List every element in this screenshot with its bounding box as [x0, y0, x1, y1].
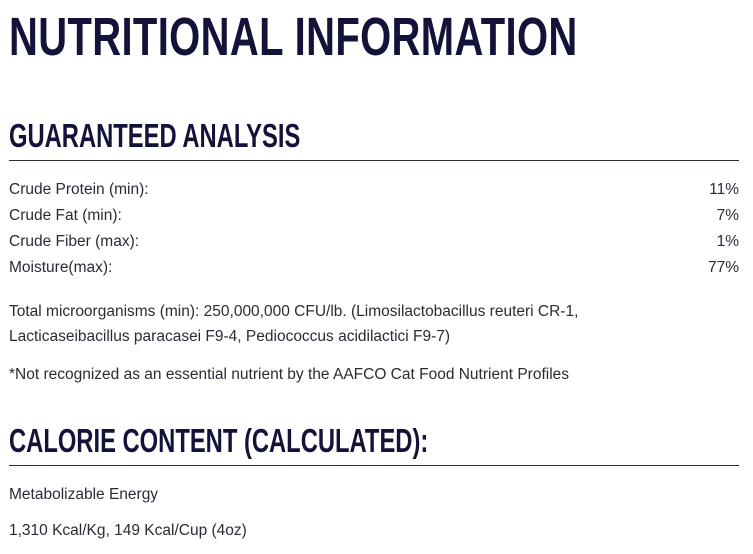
section-divider [9, 160, 739, 161]
energy-value [9, 518, 744, 543]
energy-label-text: Metabolizable Energy [9, 486, 159, 503]
calorie-content-heading: CALORIE CONTENT (CALCULATED): [9, 422, 429, 459]
section-divider [9, 465, 739, 466]
analysis-label: Crude Fiber (max): [9, 233, 140, 250]
analysis-value: 11% [709, 181, 739, 198]
analysis-row [9, 256, 739, 280]
analysis-row [9, 178, 739, 202]
microorganisms-text [9, 299, 744, 349]
footnote-text: *Not recognized as an essential nutrient by the AAFCO Cat Food Nutrient Profiles [9, 366, 570, 383]
analysis-value: 1% [716, 233, 739, 250]
energy-value-text: 1,310 Kcal/Kg, 149 Kcal/Cup (4oz) [9, 522, 247, 539]
analysis-value: 77% [707, 259, 739, 276]
guaranteed-analysis-heading: GUARANTEED ANALYSIS [9, 117, 301, 154]
analysis-value: 7% [716, 207, 739, 224]
energy-label [9, 482, 744, 507]
page-title: NUTRITIONAL INFORMATION [9, 7, 578, 67]
analysis-row [9, 204, 739, 228]
microorganisms-line: Lacticaseibacillus paracasei F9-4, Pediococcus acidilactici F9-7) [9, 328, 451, 345]
microorganisms-line: Total microorganisms (min): 250,000,000 CFU/lb. (Limosilactobacillus reuteri CR-1, [9, 303, 579, 320]
analysis-label: Moisture(max): [9, 259, 113, 276]
analysis-label: Crude Protein (min): [9, 181, 149, 198]
analysis-label: Crude Fat (min): [9, 207, 122, 224]
aafco-footnote [9, 362, 744, 387]
analysis-row [9, 230, 739, 254]
